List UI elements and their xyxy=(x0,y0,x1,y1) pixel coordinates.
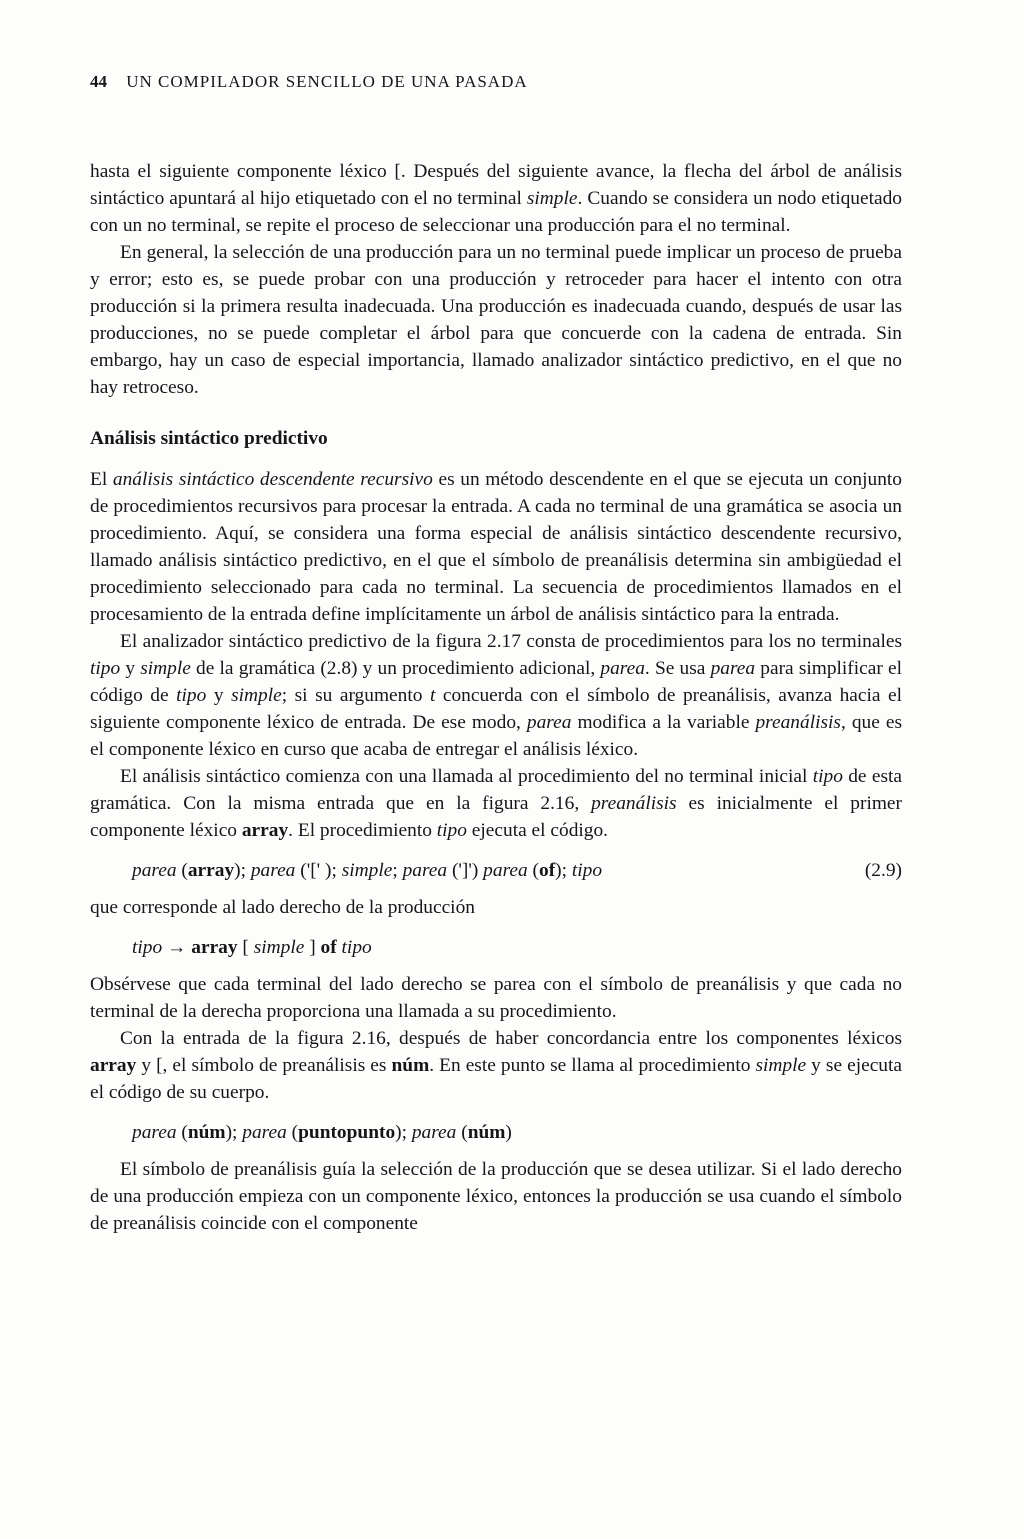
italic-term: tipo xyxy=(176,685,207,706)
text-run: El analizador sintáctico predictivo de la figura 2.17 consta de procedimientos para los no terminales xyxy=(120,631,902,652)
text-run: . El procedimiento xyxy=(288,820,437,841)
italic-term: tipo xyxy=(436,820,467,841)
text-run: → xyxy=(162,937,192,958)
text-run: (']') xyxy=(447,860,484,881)
bold-keyword: array xyxy=(241,820,289,841)
text-run: y se ejecuta el código de su cuerpo. xyxy=(90,1055,902,1103)
text-run: [ xyxy=(237,937,254,958)
text-run: ( xyxy=(456,1122,468,1143)
text-run: ) xyxy=(505,1122,512,1143)
italic-term: tipo xyxy=(132,937,163,958)
text-run: para simplificar el código de xyxy=(90,658,902,706)
italic-term: preanálisis xyxy=(755,712,841,733)
text-run: ; xyxy=(392,860,403,881)
italic-term: parea xyxy=(600,658,645,679)
bold-keyword: núm xyxy=(187,1122,226,1143)
text-run: y xyxy=(206,685,232,706)
italic-term: tipo xyxy=(812,766,843,787)
text-run: es inicialmente el primer componente léxico xyxy=(90,793,902,841)
italic-term: parea xyxy=(250,860,296,881)
bold-keyword: array xyxy=(191,937,238,958)
italic-term: simple xyxy=(253,937,305,958)
text-run: ( xyxy=(286,1122,299,1143)
text-run: hasta el siguiente componente léxico [. Después del siguiente avance, la flecha del árbol de análisis sintáctico apuntará al hijo etiquetado con el no terminal xyxy=(90,161,902,209)
paragraph xyxy=(90,971,902,1025)
text-run: ('[' ); xyxy=(295,860,342,881)
text-run: ); xyxy=(555,860,572,881)
italic-term: parea xyxy=(132,1122,177,1143)
production-rule xyxy=(90,934,902,961)
text-run: Con la entrada de la figura 2.16, después de haber concordancia entre los componentes léxicos xyxy=(120,1028,902,1049)
code-statement xyxy=(132,860,602,881)
section-heading: Análisis sintáctico predictivo xyxy=(90,428,328,449)
text-run: El xyxy=(90,469,113,490)
paragraph xyxy=(90,628,902,763)
bold-keyword: array xyxy=(187,860,235,881)
paragraph xyxy=(90,1156,902,1237)
italic-term: parea xyxy=(242,1122,287,1143)
production-text xyxy=(132,937,372,958)
text-run: ); xyxy=(395,1122,412,1143)
text-run: ] xyxy=(304,937,321,958)
text-run: ); xyxy=(225,1122,243,1143)
italic-term: simple xyxy=(526,188,578,209)
code-line xyxy=(90,857,902,884)
text-run: de esta gramática. Con la misma entrada que en la figura 2.16, xyxy=(90,766,902,814)
text-run: ejecuta el código. xyxy=(466,820,609,841)
text-run: concuerda con el símbolo de preanálisis, avanza hacia el siguiente componente léxico de entrada. De ese modo, xyxy=(90,685,903,733)
text-run: ; si su argumento xyxy=(281,685,430,706)
paragraph xyxy=(90,894,902,921)
text-run: y [, el símbolo de preanálisis es xyxy=(136,1055,392,1076)
bold-keyword: núm xyxy=(467,1122,506,1143)
paragraph xyxy=(90,158,902,239)
text-run: que corresponde al lado derecho de la producción xyxy=(90,897,475,918)
text-run: ( xyxy=(176,1122,188,1143)
text-run: , que es el componente léxico en curso que acaba de entregar el análisis léxico. xyxy=(90,712,902,760)
text-run: . Cuando se considera un nodo etiquetado con un no terminal, se repite el proceso de seleccionar una producción para el no terminal. xyxy=(90,188,902,236)
page-number: 44 xyxy=(90,72,107,91)
text-run: ( xyxy=(527,860,540,881)
italic-term: parea xyxy=(526,712,572,733)
text-run: ( xyxy=(176,860,188,881)
italic-term: parea xyxy=(132,860,177,881)
text-run: de la gramática (2.8) y un procedimiento adicional, xyxy=(190,658,601,679)
text-run: . En este punto se llama al procedimiento xyxy=(429,1055,756,1076)
bold-keyword: núm xyxy=(391,1055,430,1076)
italic-term: tipo xyxy=(341,937,372,958)
italic-term: análisis sintáctico descendente recursivo xyxy=(112,469,433,490)
bold-keyword: puntopunto xyxy=(298,1122,396,1143)
italic-term: parea xyxy=(483,860,528,881)
italic-term: tipo xyxy=(90,658,121,679)
text-run: En general, la selección de una producción para un no terminal puede implicar un proceso de prueba y error; esto es, se puede probar con una producción y retroceder para hacer el intento con otra producción si la primera resulta inadecuada. Una producción es inadecuada cuando, después de usar las producciones, no se puede completar el árbol para que concuerde con la cadena de entrada. Sin embargo, hay un caso de especial importancia, llamado analizador sintáctico predictivo, en el que no hay retroceso. xyxy=(90,242,902,398)
equation-number: (2.9) xyxy=(864,860,902,881)
italic-term: t xyxy=(429,685,436,706)
paragraph xyxy=(90,239,902,401)
paragraph xyxy=(90,466,902,628)
italic-term: preanálisis xyxy=(591,793,677,814)
running-title: UN COMPILADOR SENCILLO DE UNA PASADA xyxy=(126,72,528,91)
text-run: modifica a la variable xyxy=(571,712,756,733)
italic-term: tipo xyxy=(571,860,603,881)
italic-term: simple xyxy=(231,685,282,706)
body-text xyxy=(90,158,902,1237)
bold-keyword: array xyxy=(90,1055,137,1076)
paragraph xyxy=(90,763,902,844)
text-run: . Se usa xyxy=(644,658,711,679)
code-statement xyxy=(132,1122,512,1143)
text-run: El símbolo de preanálisis guía la selección de la producción que se desea utilizar. Si el lado derecho de una producción empieza con un componente léxico, entonces la producción se usa cuando el símbolo de preanálisis coincide con el componente xyxy=(90,1159,902,1234)
text-run: y xyxy=(120,658,141,679)
text-run: es un método descendente en el que se ejecuta un conjunto de procedimientos recursivos para procesar la entrada. A cada no terminal de una gramática se asocia un procedimiento. Aquí, se considera una forma especial de análisis sintáctico descendente recursivo, llamado análisis sintáctico predictivo, en el que el símbolo de preanálisis determina sin ambigüedad el procedimiento seleccionado para cada no terminal. La secuencia de procedimientos llamados en el procesamiento de la entrada define implícitamente un árbol de análisis sintáctico para la entrada. xyxy=(90,469,902,625)
text-run: Obsérvese que cada terminal del lado derecho se parea con el símbolo de preanálisis y que cada no terminal de la derecha proporciona una llamada a su procedimiento. xyxy=(90,974,902,1022)
italic-term: simple xyxy=(341,860,393,881)
text-run: El análisis sintáctico comienza con una llamada al procedimiento del no terminal inicial xyxy=(120,766,813,787)
italic-term: simple xyxy=(755,1055,807,1076)
paragraph xyxy=(90,1025,902,1106)
bold-keyword: of xyxy=(320,937,337,958)
running-header xyxy=(90,72,528,92)
italic-term: parea xyxy=(411,1122,457,1143)
italic-term: simple xyxy=(140,658,191,679)
italic-term: parea xyxy=(402,860,448,881)
bold-keyword: of xyxy=(539,860,556,881)
italic-term: parea xyxy=(710,658,756,679)
code-line xyxy=(90,1119,902,1146)
text-run: ); xyxy=(234,860,251,881)
